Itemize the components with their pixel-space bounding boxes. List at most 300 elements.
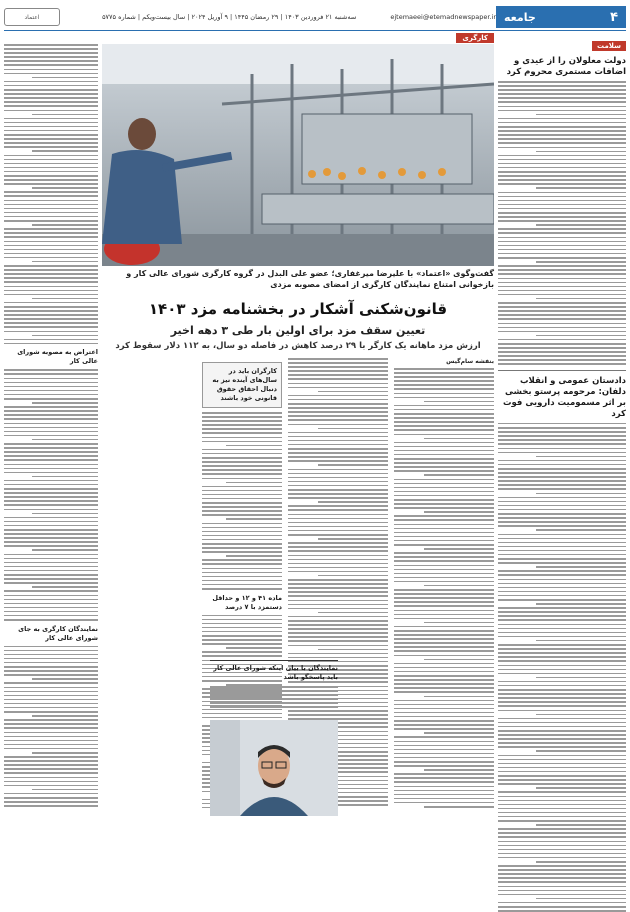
text-line (4, 578, 98, 580)
text-line (536, 677, 626, 679)
text-line (394, 393, 494, 395)
text-line (202, 473, 282, 475)
text-line (4, 64, 98, 66)
text-line (394, 687, 494, 689)
health-tag: سلامت (592, 41, 626, 51)
text-line (4, 521, 98, 523)
text-line (226, 518, 282, 520)
text-line (498, 583, 626, 585)
text-line (498, 509, 626, 511)
text-line (4, 736, 98, 738)
text-line (498, 130, 626, 132)
text-line (498, 673, 626, 675)
text-line (288, 624, 388, 626)
text-line (288, 378, 388, 380)
text-line (394, 741, 494, 743)
text-line (288, 460, 388, 462)
text-line (4, 658, 98, 660)
text-line (4, 459, 98, 461)
text-line (4, 472, 98, 474)
text-line (288, 653, 388, 655)
text-line (202, 424, 282, 426)
text-line (536, 640, 626, 642)
left-text-3 (4, 646, 98, 807)
text-line (498, 738, 626, 740)
text-line (288, 591, 388, 593)
text-line (394, 667, 494, 669)
text-line (498, 171, 626, 173)
text-line (288, 456, 388, 458)
text-line (394, 372, 494, 374)
text-line (394, 786, 494, 788)
text-line (288, 640, 388, 642)
text-line (202, 486, 282, 488)
text-line (394, 610, 494, 612)
text-line (498, 836, 626, 838)
text-line (202, 643, 282, 645)
text-line (498, 245, 626, 247)
text-line (4, 93, 98, 95)
text-line (498, 599, 626, 601)
left-column (4, 44, 98, 807)
section-title: جامعه (504, 10, 536, 24)
text-line (32, 150, 98, 152)
text-line (498, 906, 626, 908)
text-line (4, 81, 98, 83)
text-line (536, 298, 626, 300)
text-line (394, 773, 494, 775)
text-line (498, 318, 626, 320)
text-line (4, 85, 98, 87)
text-line (202, 580, 282, 582)
text-line (226, 555, 282, 557)
text-line (4, 163, 98, 165)
text-line (288, 436, 388, 438)
text-line (288, 530, 388, 532)
text-line (4, 805, 98, 807)
text-line (4, 343, 98, 345)
text-line (4, 674, 98, 676)
text-line (424, 585, 494, 587)
text-line (394, 597, 494, 599)
text-line (4, 699, 98, 701)
highlight-box (202, 362, 282, 408)
text-line (4, 394, 98, 396)
text-line (4, 339, 98, 341)
text-line (4, 52, 98, 54)
text-line (498, 611, 626, 613)
text-line (210, 702, 338, 704)
text-line (32, 476, 98, 478)
text-line (498, 849, 626, 851)
text-line (498, 763, 626, 765)
text-line (202, 514, 282, 516)
text-line (498, 232, 626, 234)
text-line (4, 480, 98, 482)
text-line (202, 572, 282, 574)
text-line (202, 523, 282, 525)
text-line (4, 566, 98, 568)
text-line (4, 545, 98, 547)
text-line (498, 265, 626, 267)
portrait-caption-lines (210, 686, 338, 708)
text-line (4, 179, 98, 181)
text-line (4, 281, 98, 283)
text-line (498, 722, 626, 724)
text-line (498, 323, 626, 325)
text-line (288, 604, 388, 606)
text-line (4, 695, 98, 697)
text-line (4, 414, 98, 416)
text-line (394, 749, 494, 751)
text-line (4, 167, 98, 169)
text-line (394, 720, 494, 722)
text-line (4, 509, 98, 511)
text-line (4, 777, 98, 779)
text-line (4, 764, 98, 766)
subheading-1: ماده ۴۱ و ۱۲ و حداقل دستمزد با ۷ درصد (212, 593, 282, 611)
text-line (4, 208, 98, 210)
text-line (210, 690, 338, 692)
text-line (394, 655, 494, 657)
text-line (4, 142, 98, 144)
text-line (202, 441, 282, 443)
text-line (202, 453, 282, 455)
text-line (394, 458, 494, 460)
text-line (498, 347, 626, 349)
text-line (202, 437, 282, 439)
text-line (536, 566, 626, 568)
text-line (318, 575, 388, 577)
text-line (4, 427, 98, 429)
text-line (288, 563, 388, 565)
text-line (32, 261, 98, 263)
subhead: تعیین سقف مزد برای اولین بار طی ۳ دهه اخیر (170, 324, 426, 337)
text-line (4, 595, 98, 597)
text-line (498, 894, 626, 896)
text-line (288, 415, 388, 417)
text-line (394, 376, 494, 378)
text-line (202, 623, 282, 625)
text-line (288, 489, 388, 491)
text-line (4, 772, 98, 774)
text-line (394, 487, 494, 489)
text-line (498, 327, 626, 329)
text-line (288, 608, 388, 610)
text-line (4, 273, 98, 275)
text-line (288, 473, 388, 475)
text-line (202, 531, 282, 533)
text-line (394, 405, 494, 407)
text-line (394, 728, 494, 730)
text-line (498, 550, 626, 552)
text-line (202, 563, 282, 565)
text-line (498, 595, 626, 597)
text-line (4, 443, 98, 445)
text-line (4, 310, 98, 312)
text-line (288, 600, 388, 602)
text-line (498, 873, 626, 875)
text-line (498, 126, 626, 128)
text-line (4, 369, 98, 371)
text-line (4, 398, 98, 400)
text-line (4, 554, 98, 556)
text-line (4, 44, 98, 46)
text-line (498, 192, 626, 194)
text-line (498, 562, 626, 564)
text-line (4, 740, 98, 742)
text-line (498, 538, 626, 540)
text-line (536, 750, 626, 752)
text-line (498, 910, 626, 912)
text-line (4, 451, 98, 453)
text-line (32, 298, 98, 300)
text-line (4, 204, 98, 206)
text-line (202, 588, 282, 590)
text-line (536, 261, 626, 263)
text-line (202, 639, 282, 641)
text-line (4, 707, 98, 709)
text-line (498, 734, 626, 736)
text-line (288, 526, 388, 528)
text-line (210, 694, 338, 696)
text-line (4, 302, 98, 304)
text-line (498, 697, 626, 699)
text-line (498, 775, 626, 777)
text-line (4, 517, 98, 519)
text-line (498, 138, 626, 140)
text-line (288, 469, 388, 471)
text-line (498, 163, 626, 165)
text-line (318, 428, 388, 430)
text-line (424, 622, 494, 624)
text-line (424, 696, 494, 698)
text-line (4, 373, 98, 375)
text-line (202, 457, 282, 459)
text-line (394, 642, 494, 644)
text-line (318, 538, 388, 540)
text-line (498, 542, 626, 544)
text-line (4, 73, 98, 75)
text-line (498, 286, 626, 288)
text-line (394, 552, 494, 554)
text-line (202, 449, 282, 451)
text-line (4, 723, 98, 725)
text-line (202, 651, 282, 653)
text-line (498, 314, 626, 316)
text-line (498, 183, 626, 185)
text-line (4, 228, 98, 230)
text-line (498, 705, 626, 707)
text-line (498, 501, 626, 503)
text-line (4, 118, 98, 120)
text-line (498, 619, 626, 621)
text-line (498, 579, 626, 581)
text-line (288, 407, 388, 409)
text-line (4, 570, 98, 572)
text-line (318, 464, 388, 466)
text-line (498, 845, 626, 847)
text-line (394, 519, 494, 521)
text-line (4, 191, 98, 193)
text-line (288, 395, 388, 397)
text-line (498, 517, 626, 519)
text-line (498, 200, 626, 202)
text-line (498, 730, 626, 732)
text-line (498, 558, 626, 560)
text-line (4, 130, 98, 132)
text-line (498, 110, 626, 112)
text-line (498, 159, 626, 161)
text-line (536, 603, 626, 605)
text-line (498, 237, 626, 239)
text-line (394, 675, 494, 677)
text-line (498, 142, 626, 144)
text-line (4, 241, 98, 243)
page-header (4, 4, 626, 30)
text-line (498, 435, 626, 437)
text-line (32, 715, 98, 717)
text-line (498, 865, 626, 867)
text-line (32, 224, 98, 226)
text-line (424, 548, 494, 550)
text-line (498, 632, 626, 634)
text-line (4, 431, 98, 433)
text-line (4, 732, 98, 734)
text-line (498, 513, 626, 515)
text-line (4, 533, 98, 535)
text-line (4, 171, 98, 173)
labor-tag: کارگری (456, 33, 494, 43)
text-line (288, 514, 388, 516)
text-line (202, 432, 282, 434)
text-line (202, 494, 282, 496)
text-line (394, 528, 494, 530)
text-line (394, 397, 494, 399)
text-line (498, 570, 626, 572)
text-line (536, 861, 626, 863)
text-line (4, 541, 98, 543)
text-line (498, 167, 626, 169)
text-line (498, 742, 626, 744)
text-line (498, 591, 626, 593)
text-line (498, 648, 626, 650)
text-line (498, 587, 626, 589)
highlight-text: کارگران باید در سال‌های آینده نیز به دنبال احقاق حقوق قانونی خود باشند (212, 367, 277, 402)
text-line (4, 122, 98, 124)
text-line (4, 331, 98, 333)
text-line (4, 294, 98, 296)
text-line (288, 440, 388, 442)
text-line (288, 509, 388, 511)
text-line (498, 253, 626, 255)
text-line (288, 579, 388, 581)
text-line (288, 432, 388, 434)
text-line (202, 420, 282, 422)
text-line (226, 482, 282, 484)
text-line (202, 559, 282, 561)
text-line (288, 485, 388, 487)
text-line (394, 593, 494, 595)
story1-body (498, 81, 626, 365)
text-line (498, 755, 626, 757)
text-line (4, 464, 98, 466)
text-line (394, 736, 494, 738)
story1-title: دولت معلولان را از عیدی و اضافات مستمری محروم کرد (506, 56, 626, 77)
text-line (394, 790, 494, 792)
text-line (498, 902, 626, 904)
text-line (318, 649, 388, 651)
text-line (202, 469, 282, 471)
text-line (498, 701, 626, 703)
text-line (32, 513, 98, 515)
text-line (4, 423, 98, 425)
text-line (202, 635, 282, 637)
text-line (394, 683, 494, 685)
text-line (498, 118, 626, 120)
text-line (4, 801, 98, 803)
text-line (394, 581, 494, 583)
text-line (498, 89, 626, 91)
text-line (394, 450, 494, 452)
text-line (4, 599, 98, 601)
text-line (4, 662, 98, 664)
text-line (4, 797, 98, 799)
text-line (394, 601, 494, 603)
text-line (4, 386, 98, 388)
text-line (498, 615, 626, 617)
text-line (4, 492, 98, 494)
text-line (288, 645, 388, 647)
text-line (4, 101, 98, 103)
text-line (4, 785, 98, 787)
text-line (394, 532, 494, 534)
text-line (536, 224, 626, 226)
text-line (202, 527, 282, 529)
body-column-1 (394, 358, 494, 808)
text-line (288, 374, 388, 376)
text-line (288, 587, 388, 589)
text-line (394, 536, 494, 538)
text-line (394, 745, 494, 747)
text-line (288, 444, 388, 446)
text-line (394, 556, 494, 558)
column-1-text (394, 368, 494, 808)
text-line (498, 636, 626, 638)
text-line (498, 546, 626, 548)
text-line (202, 506, 282, 508)
text-line (32, 335, 98, 337)
text-line (394, 544, 494, 546)
text-line (288, 636, 388, 638)
factory-photo (102, 44, 494, 266)
text-line (394, 716, 494, 718)
text-line (498, 652, 626, 654)
text-line (4, 216, 98, 218)
text-line (202, 465, 282, 467)
text-line (498, 134, 626, 136)
text-line (4, 650, 98, 652)
text-line (32, 789, 98, 791)
text-line (288, 555, 388, 557)
text-line (210, 698, 338, 700)
text-line (288, 546, 388, 548)
text-line (498, 816, 626, 818)
text-line (288, 419, 388, 421)
text-line (498, 175, 626, 177)
text-line (4, 97, 98, 99)
text-line (498, 431, 626, 433)
